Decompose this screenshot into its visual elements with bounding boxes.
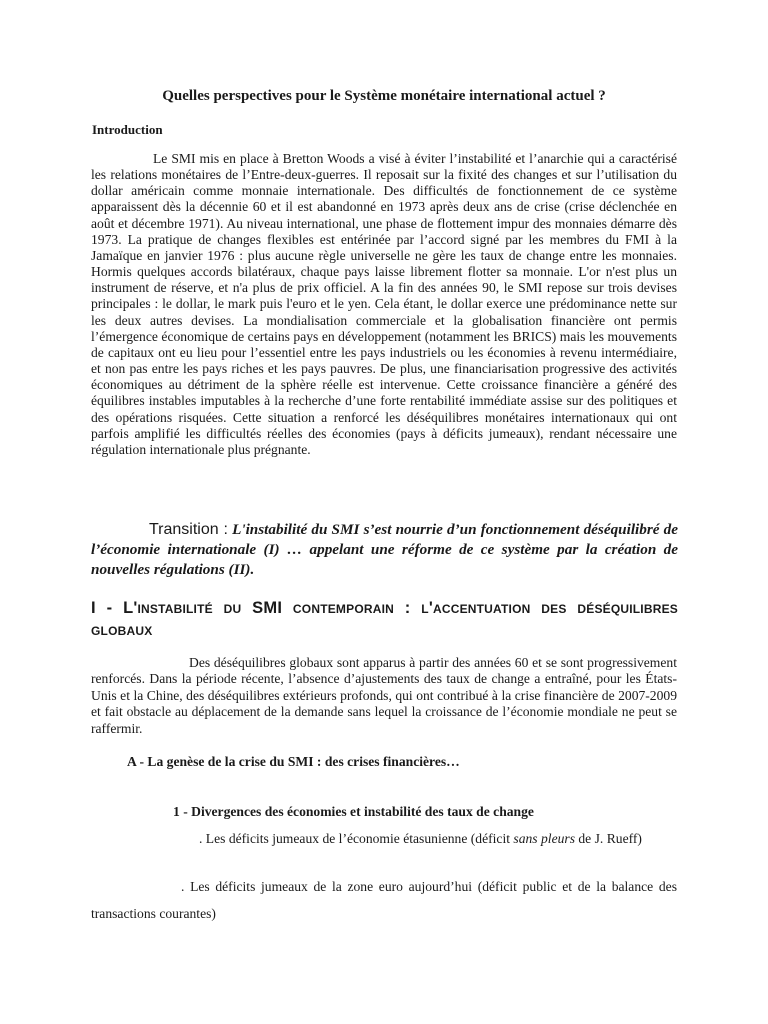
transition-paragraph bbox=[91, 520, 678, 580]
document-title: Quelles perspectives pour le Système monétaire international actuel ? bbox=[162, 88, 606, 104]
bullet-1-text-end: de J. Rueff) bbox=[574, 831, 642, 846]
section-i-paragraph: Des déséquilibres globaux sont apparus à partir des années 60 et se sont progressivement renforcés. Dans la période récente, l’absence d’ajustements des taux de change a entraîné, pour les États-Unis et la Chine, des déséquilibres extérieurs profonds, qui ont contribué à la crise financière de 2007-2009 et fait obstacle au déplacement de la demande sans lequel la croissance de l’économie mondiale ne peut se raffermir. bbox=[91, 655, 677, 736]
transition-text: L'instabilité du SMI s’est nourrie d’un fonctionnement déséquilibré de l’économie internationale (I) … appelant une réforme de ce système par la création de nouvelles régulations (II). bbox=[91, 521, 679, 578]
transition-label: Transition : bbox=[149, 521, 228, 538]
bullet-item-2: . Les déficits jumeaux de la zone euro aujourd’hui (déficit public et de la balance des transactions courantes) bbox=[91, 879, 677, 921]
introduction-paragraph: Le SMI mis en place à Bretton Woods a visé à éviter l’instabilité et l’anarchie qui a caractérisé les relations monétaires de l’Entre-deux-guerres. Il reposait sur la fixité des changes et sur l’utilisation du dollar américain comme monnaie internationale. Des difficultés de fonctionnement de ce système apparaissent dès la décennie 60 et il est abandonné en 1973 après deux ans de crise (crise déclenchée en août et décembre 1971). Au niveau international, une phase de flottement impur des monnaies démarre dès 1973. La pratique de changes flexibles est entérinée par l’accord signé par les membres du FMI à la Jamaïque en janvier 1976 : plus aucune règle universelle ne gère les taux de change entre les monnaies. Hormis quelques accords bilatéraux, chaque pays laisse librement flotter sa monnaie. L'or n'est plus un instrument de réserve, et n'a plus de prix officiel. A la fin des années 90, le SMI repose sur trois devises principales : le dollar, le mark puis l'euro et le yen. Cela étant, le dollar exerce une prédominance nette sur les deux autres devises. La mondialisation commerciale et la globalisation financière ont permis l’émergence économique de certains pays en développement (notamment les BRICS) mais les mouvements de capitaux ont eu lieu pour l’essentiel entre les pays industriels ou les économies à revenu intermédiaire, et non pas entre les pays riches et les pays pauvres. De plus, une financiarisation progressive des activités économiques au détriment de la sphère réelle est intervenue. Cette croissance financière a généré des équilibres instables imputables à la recherche d’une forte rentabilité immédiate assise sur des politiques et des opérations risquées. Cette situation a renforcé les déséquilibres monétaires internationaux qui ont parfois amplifié les difficultés réelles des économies (pays à déficits jumeaux), rendant nécessaire une régulation internationale plus prégnante. bbox=[91, 151, 677, 457]
section-heading-i: I - L'instabilité du SMI contemporain : l'accentuation des déséquilibres globaux bbox=[91, 599, 678, 639]
bullet-item-1 bbox=[91, 825, 677, 852]
subheading-a: A - La genèse de la crise du SMI : des crises financières… bbox=[127, 754, 460, 769]
bullet-1-italic: sans pleurs bbox=[513, 831, 575, 846]
introduction-heading: Introduction bbox=[92, 122, 163, 137]
subheading-1: 1 - Divergences des économies et instabilité des taux de change bbox=[173, 804, 534, 819]
bullet-1-text-start: . Les déficits jumeaux de l’économie étasunienne (déficit bbox=[199, 831, 514, 846]
